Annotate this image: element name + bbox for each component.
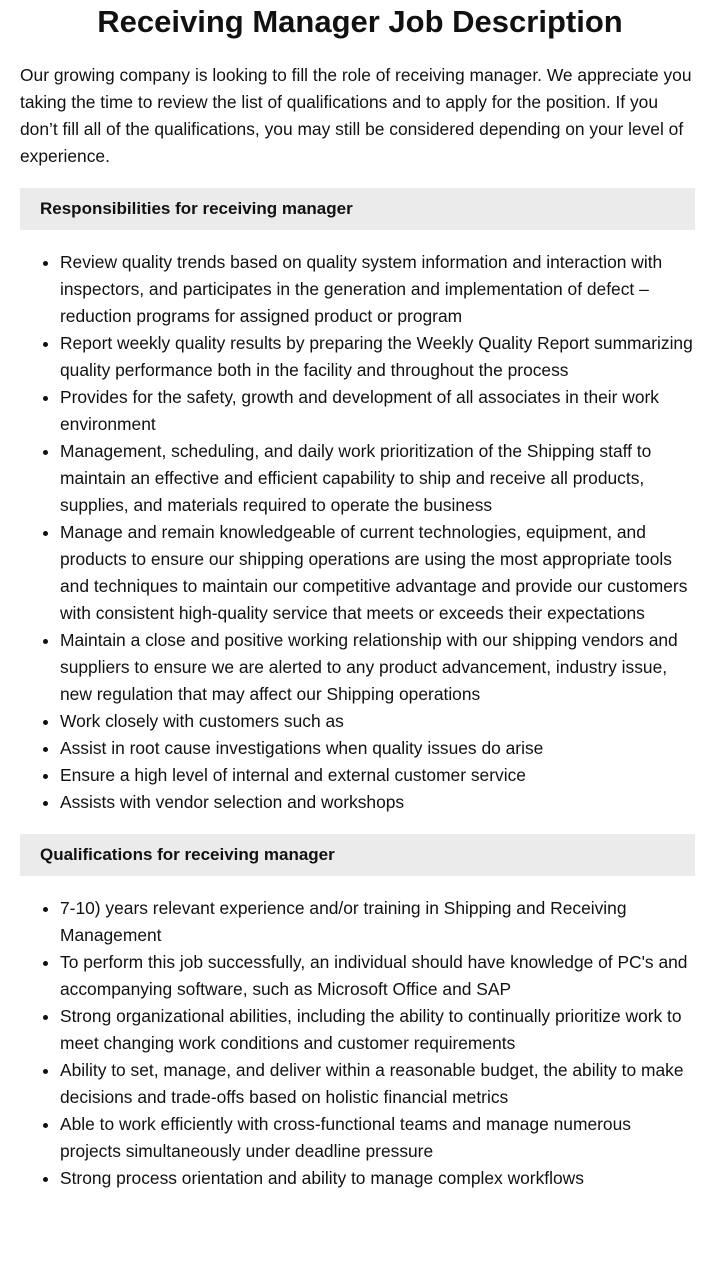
list-item: • Strong process orientation and ability to manage complex workflows — [60, 1165, 695, 1192]
qualifications-list — [0, 895, 695, 1192]
list-item: • Provides for the safety, growth and development of all associates in their work environment — [60, 384, 695, 438]
list-item: • Assists with vendor selection and workshops — [60, 789, 695, 816]
list-item: • Ability to set, manage, and deliver within a reasonable budget, the ability to make decisions and trade-offs based on holistic financial metrics — [60, 1057, 695, 1111]
list-item: • Assist in root cause investigations when quality issues do arise — [60, 735, 695, 762]
responsibilities-list — [0, 249, 695, 816]
list-item: • Ensure a high level of internal and external customer service — [60, 762, 695, 789]
list-item: • To perform this job successfully, an individual should have knowledge of PC's and accompanying software, such as Microsoft Office and SAP — [60, 949, 695, 1003]
qualifications-heading: Qualifications for receiving manager — [20, 834, 695, 876]
list-item: • Report weekly quality results by preparing the Weekly Quality Report summarizing quality performance both in the facility and throughout the process — [60, 330, 695, 384]
list-item: • Review quality trends based on quality system information and interaction with inspectors, and participates in the generation and implementation of defect – reduction programs for assigned product or program — [60, 249, 695, 330]
intro-paragraph: Our growing company is looking to fill the role of receiving manager. We appreciate you taking the time to review the list of qualifications and to apply for the position. If you don’t fill all of the qualifications, you may still be considered depending on your level of experience. — [20, 65, 692, 166]
list-item: • Strong organizational abilities, including the ability to continually prioritize work to meet changing work conditions and customer requirements — [60, 1003, 695, 1057]
list-item: • 7-10) years relevant experience and/or training in Shipping and Receiving Management — [60, 895, 695, 949]
list-item: • Maintain a close and positive working relationship with our shipping vendors and suppliers to ensure we are alerted to any product advancement, industry issue, new regulation that may affect our Shipping operations — [60, 627, 695, 708]
list-item: • Manage and remain knowledgeable of current technologies, equipment, and products to ensure our shipping operations are using the most appropriate tools and techniques to maintain our competitive advantage and provide our customers with consistent high-quality service that meets or exceeds their expectations — [60, 519, 695, 627]
list-item: • Management, scheduling, and daily work prioritization of the Shipping staff to maintain an effective and efficient capability to ship and receive all products, supplies, and materials required to operate the business — [60, 438, 695, 519]
page-title: Receiving Manager Job Description — [97, 4, 623, 39]
list-item: • Work closely with customers such as — [60, 708, 695, 735]
responsibilities-heading: Responsibilities for receiving manager — [20, 188, 695, 230]
list-item: • Able to work efficiently with cross-functional teams and manage numerous projects simultaneously under deadline pressure — [60, 1111, 695, 1165]
